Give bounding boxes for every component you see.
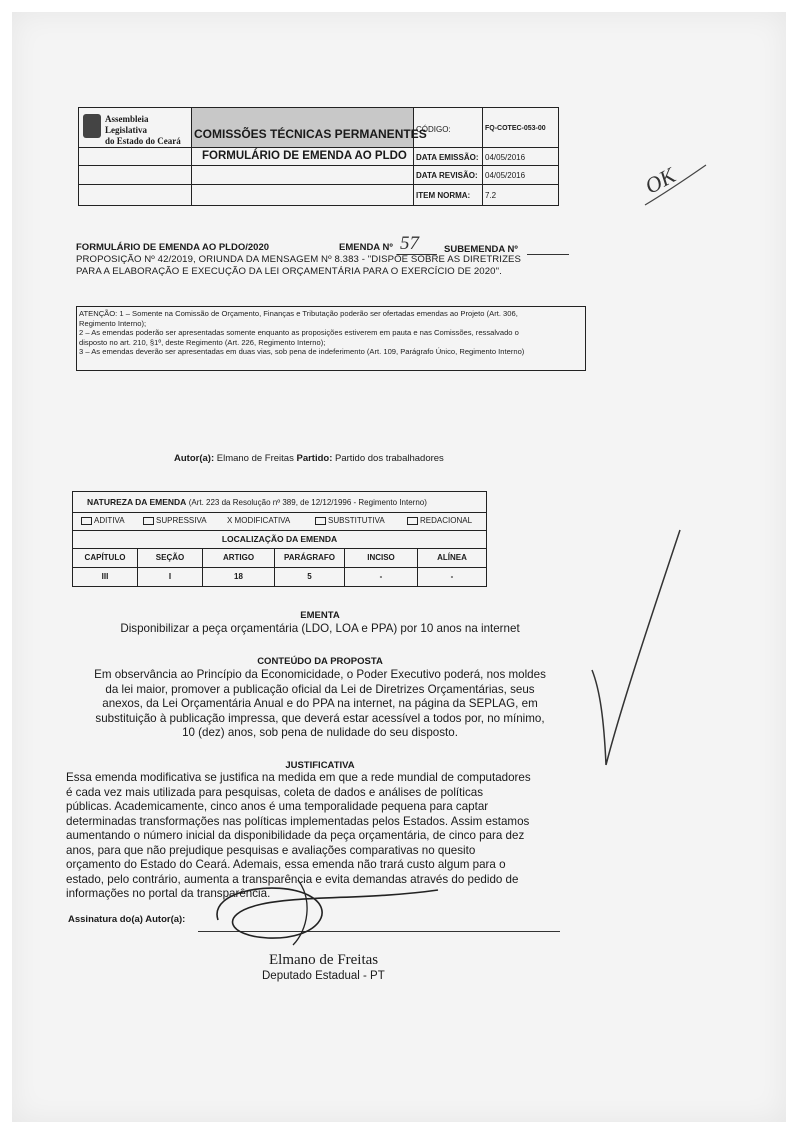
party-label: Partido: [296, 453, 333, 464]
author-line [174, 453, 444, 464]
blank-cell [79, 148, 192, 166]
item-label: ITEM NORMA: [416, 191, 471, 200]
header-title: COMISSÕES TÉCNICAS PERMANENTES [194, 127, 427, 141]
author-label: Autor(a): [174, 453, 215, 464]
conteudo-heading: CONTEÚDO DA PROPOSTA [257, 656, 383, 667]
table-cell: - [450, 572, 454, 581]
handwritten-checkmark [580, 520, 690, 780]
justificativa-heading: JUSTIFICATIVA [285, 760, 355, 771]
handwritten-signature [198, 860, 458, 950]
localizacao-values-row [73, 568, 486, 586]
option-supressiva[interactable]: SUPRESSIVA [143, 516, 207, 525]
item-value: 7.2 [485, 191, 497, 200]
option-redacional[interactable]: REDACIONAL [407, 516, 472, 525]
ok-underline-stroke [640, 160, 710, 210]
emissao-label-cell [414, 148, 483, 166]
attention-line: 3 – As emendas deverão ser apresentadas em duas vias, sob pena de indeferimento (Art. 109, Parágrafo Único, Regimento Interno) [79, 347, 525, 357]
blank-cell [192, 185, 414, 205]
codigo-label: CÓDIGO: [416, 125, 451, 134]
option-aditiva[interactable]: ADITIVA [81, 516, 125, 525]
attention-line: Regimento Interno); [79, 318, 147, 328]
column-header: CAPÍTULO [73, 549, 138, 567]
justificativa-line: informações no portal da transparência. [66, 887, 271, 900]
emissao-label: DATA EMISSÃO: [416, 153, 479, 162]
header-subtitle-cell [192, 148, 414, 166]
header-title-cell [192, 108, 427, 148]
justificativa-line: Essa emenda modificativa se justifica na medida em que a rede mundial de computadores [66, 771, 531, 784]
column-header: SEÇÃO [138, 549, 203, 567]
justificativa-line: determinadas transformações nas políticas implementadas pelos Estados. Assim estamos [66, 814, 530, 828]
logo-cell [79, 108, 192, 148]
justificativa-line: é cada vez mais utilizada para pesquisas, coleta de dados e análises de políticas [66, 785, 483, 799]
localizacao-heading: LOCALIZAÇÃO DA EMENDA [221, 534, 338, 544]
revisao-value-cell [483, 166, 558, 185]
attention-box [76, 306, 586, 371]
codigo-value: FQ-COTEC-053-00 [485, 125, 546, 132]
natureza-reference: (Art. 223 da Resolução nº 389, de 12/12/1996 - Regimento Interno) [188, 498, 427, 507]
natureza-options-row [73, 513, 486, 531]
item-label-cell [414, 185, 483, 205]
conteudo-text [50, 668, 590, 741]
table-cell: III [73, 568, 138, 586]
emenda-label: EMENDA Nº [339, 242, 393, 253]
revisao-value: 04/05/2016 [485, 171, 526, 180]
attention-line: 2 – As emendas poderão ser apresentadas somente enquanto as proposições estiverem em pauta e nas Comissões, ressalvado o [79, 328, 519, 338]
codigo-label-cell [414, 108, 483, 148]
attention-line: disposto no art. 210, §1º, deste Regimento (Art. 226, Regimento Interno); [79, 337, 326, 347]
localizacao-columns-row [73, 549, 486, 568]
proposicao-line-2: PARA A ELABORAÇÃO E EXECUÇÃO DA LEI ORÇAMENTÁRIA PARA O EXERCÍCIO DE 2020". [76, 266, 502, 277]
ementa-heading: EMENTA [300, 610, 340, 621]
table-cell: I [138, 568, 203, 586]
signer-name: Elmano de Freitas [269, 952, 379, 968]
revisao-label: DATA REVISÃO: [416, 171, 478, 180]
checkbox-icon [81, 517, 92, 525]
checkbox-icon [315, 517, 326, 525]
proposicao-line-1: PROPOSIÇÃO Nº 42/2019, ORIUNDA DA MENSAGEM Nº 8.383 - "DISPÕE SOBRE AS DIRETRIZES [76, 254, 522, 265]
ok-mark: OK [640, 162, 680, 199]
emenda-number-handwritten: 57 [400, 233, 419, 254]
justificativa-line: estado, pelo contrário, aumenta a transparência e evita demandas através do pedido de [66, 872, 519, 886]
attention-line: ATENÇÃO: 1 – Somente na Comissão de Orçamento, Finanças e Tributação poderão ser ofertadas emendas ao Projeto (Art. 306, [79, 309, 518, 318]
revisao-label-cell [414, 166, 483, 185]
conteudo-line: substituição à publicação impressa, que deverá estar acessível a todos por, no mínimo, [95, 711, 545, 725]
natureza-table [72, 491, 487, 587]
table-cell: - [345, 568, 418, 586]
conteudo-line: da lei maior, promover a publicação oficial da Lei de Diretrizes Orçamentárias, seus [105, 682, 535, 696]
conteudo-line: Em observância ao Princípio da Economicidade, o Poder Executivo poderá, nos moldes [94, 668, 546, 681]
header-table [78, 107, 559, 206]
conteudo-line: anexos, da Lei Orçamentária Anual e do PPA na internet, na página da SEPLAG, em [102, 697, 538, 710]
natureza-title-row [73, 492, 486, 513]
table-cell: 18 [203, 568, 275, 586]
header-subtitle: FORMULÁRIO DE EMENDA AO PLDO [202, 150, 407, 162]
emissao-value: 04/05/2016 [485, 153, 526, 162]
party-name: Partido dos trabalhadores [335, 453, 444, 464]
codigo-value-cell [483, 108, 558, 148]
blank-cell [79, 185, 192, 205]
column-header: ALÍNEA [437, 553, 467, 562]
form-title: FORMULÁRIO DE EMENDA AO PLDO/2020 [76, 242, 270, 253]
subemenda-label: SUBEMENDA Nº [444, 244, 518, 255]
option-substitutiva[interactable]: SUBSTITUTIVA [315, 516, 385, 525]
column-header: PARÁGRAFO [275, 549, 345, 567]
emissao-value-cell [483, 148, 558, 166]
checkbox-icon [407, 517, 418, 525]
justificativa-line: anos, para que não prejudique pesquisas e avaliações comparativas no quesito [66, 843, 476, 857]
column-header: INCISO [345, 549, 418, 567]
conteudo-line: 10 (dez) anos, sob pena de nulidade do seu disposto. [182, 726, 458, 739]
ementa-text: Disponibilizar a peça orçamentária (LDO, LOA e PPA) por 10 anos na internet [120, 622, 520, 635]
signer-role: Deputado Estadual - PT [262, 970, 385, 982]
justificativa-line: orçamento do Estado do Ceará. Ademais, essa emenda não trará custo algum para o [66, 858, 506, 871]
author-name: Elmano de Freitas [216, 453, 294, 464]
blank-cell [192, 166, 414, 185]
column-header: ARTIGO [203, 549, 275, 567]
signature-label: Assinatura do(a) Autor(a): [68, 914, 186, 925]
subemenda-number-line [527, 254, 569, 255]
justificativa-line: públicas. Academicamente, cinco anos é uma temporalidade pequena para captar [66, 800, 489, 813]
option-modificativa[interactable]: X MODIFICATIVA [227, 516, 291, 525]
blank-cell [79, 166, 192, 185]
logo-text: Assembleia Legislativa do Estado do Ceará [105, 114, 181, 146]
table-cell: 5 [275, 568, 345, 586]
item-value-cell [483, 185, 558, 205]
justificativa-line: aumentando o número inicial da disponibilidade da peça orçamentária, de cinco para dez [66, 829, 525, 842]
natureza-title: NATUREZA DA EMENDA [87, 497, 187, 507]
checkbox-icon [143, 517, 154, 525]
localizacao-row [73, 531, 486, 549]
coat-of-arms-icon [83, 114, 101, 138]
